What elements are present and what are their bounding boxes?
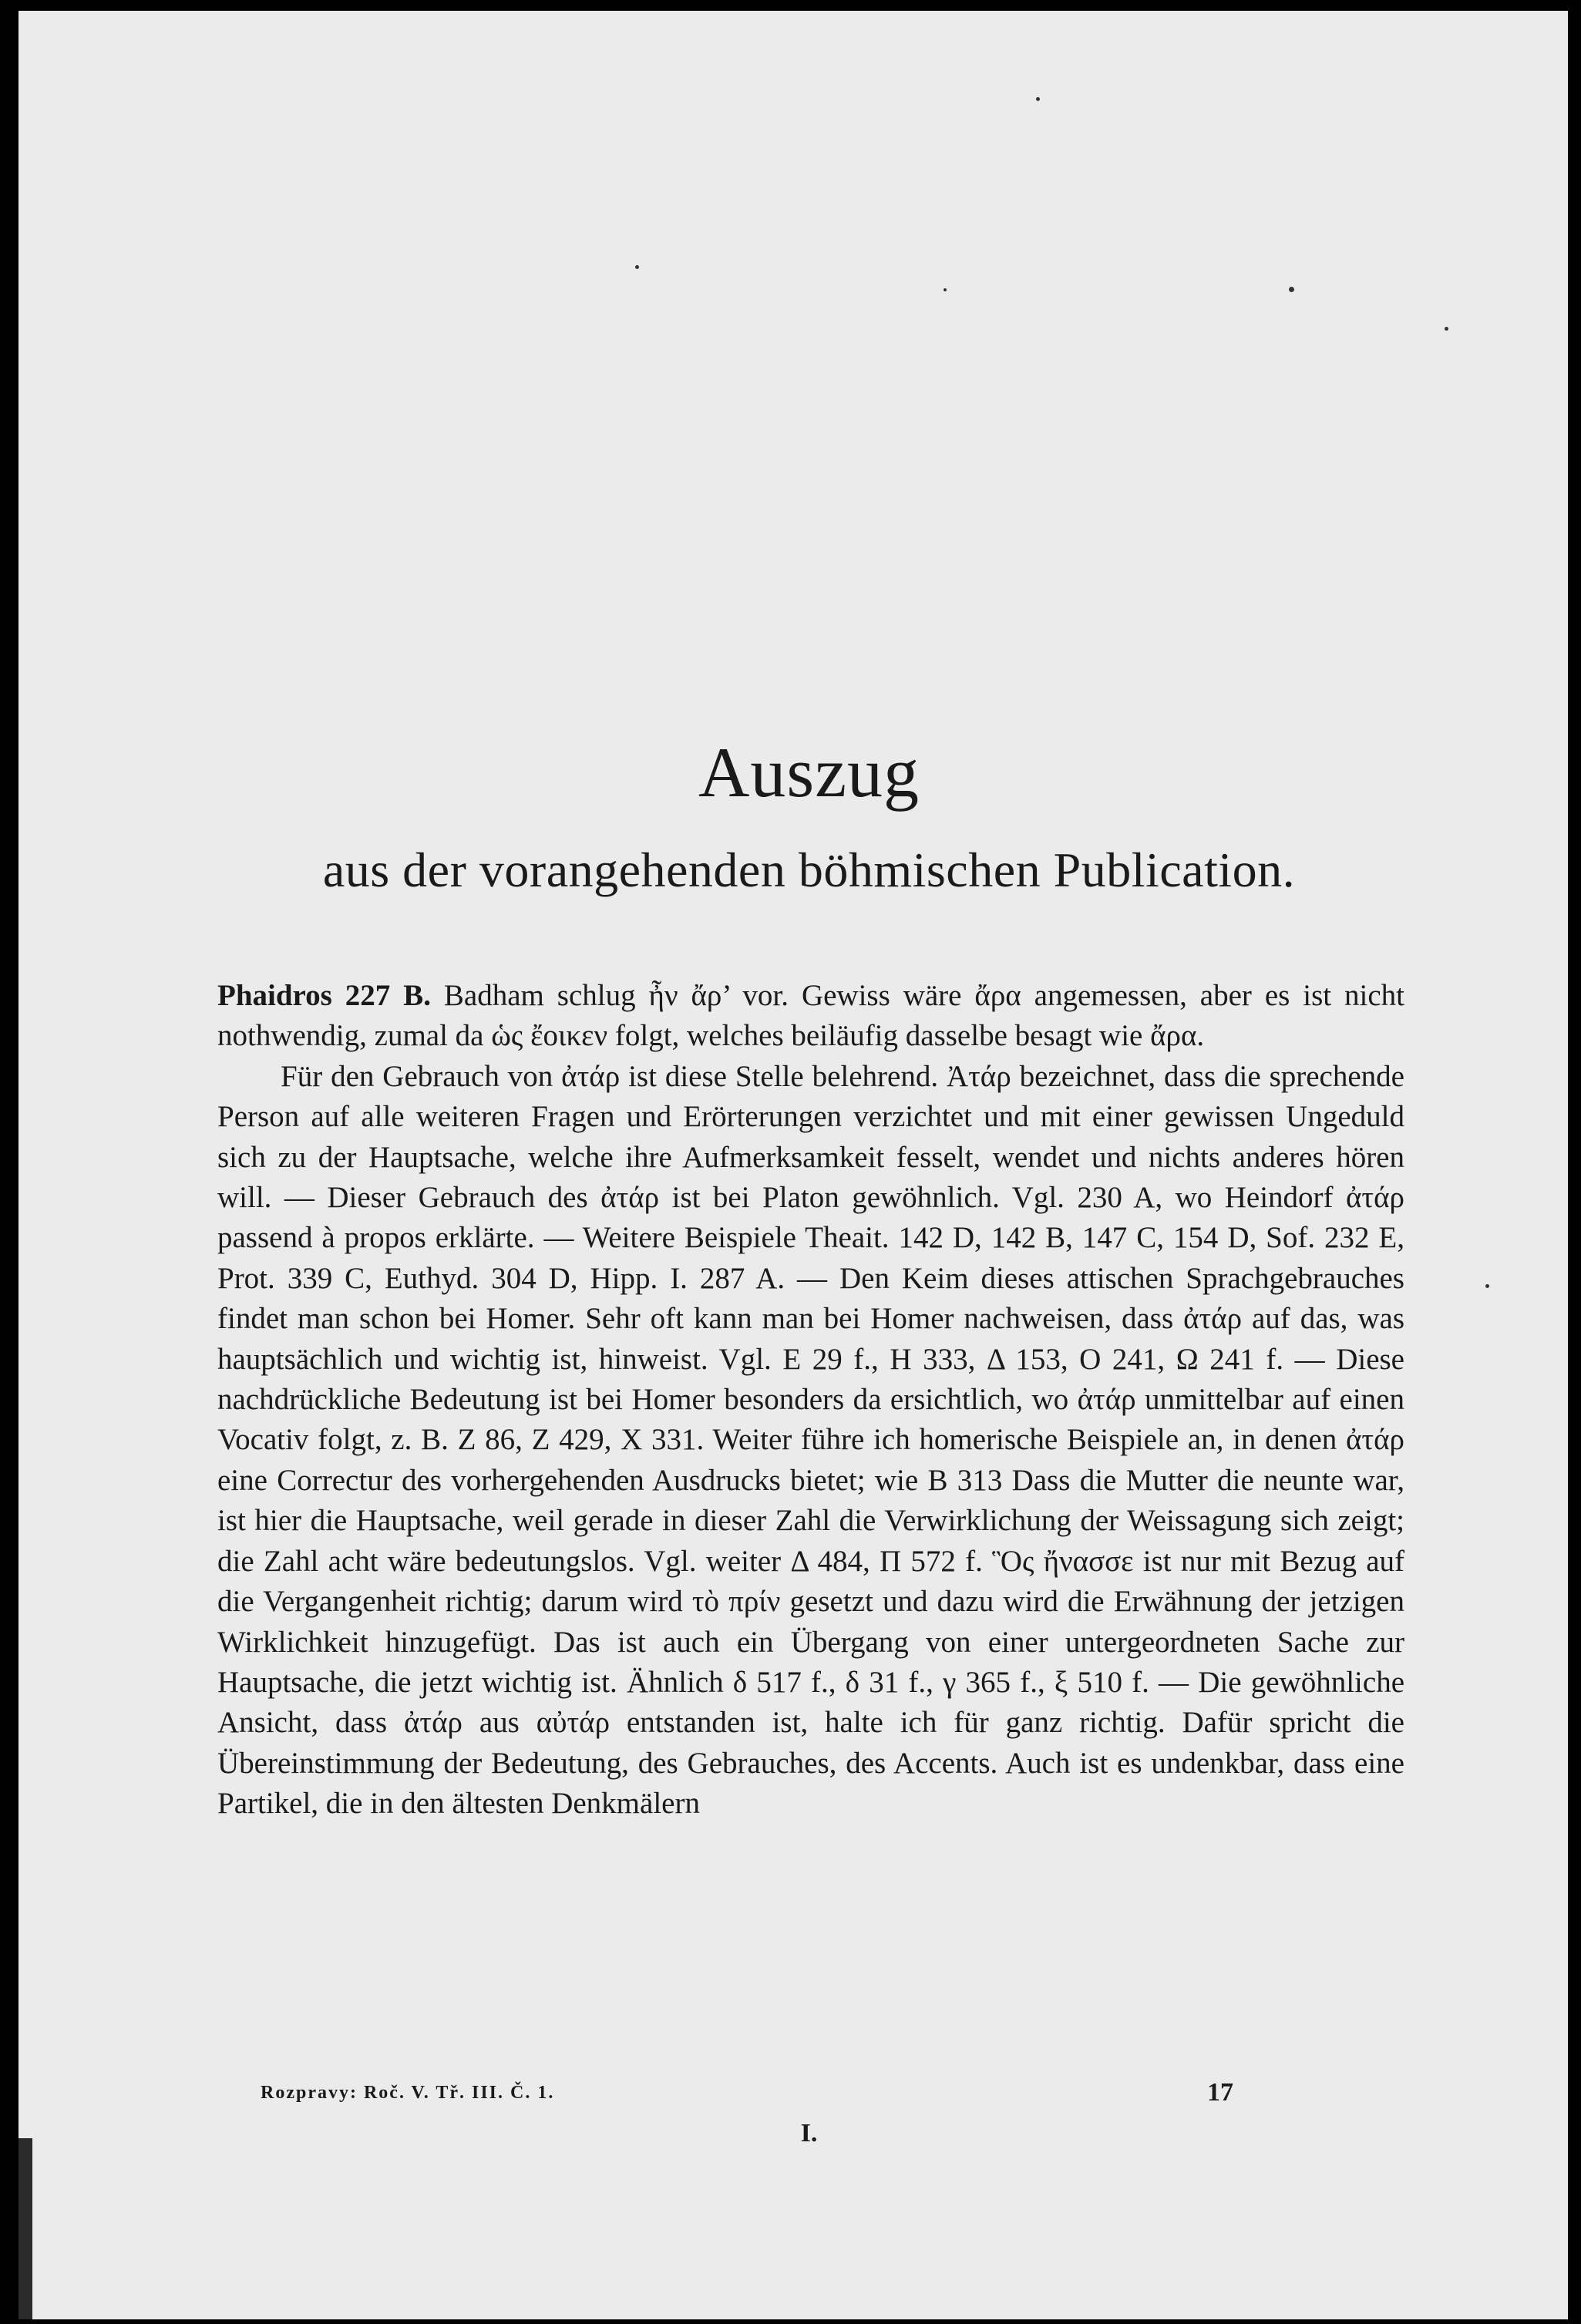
journal-signature: Rozpravy: Roč. V. Tř. III. Č. 1.	[261, 2083, 555, 2103]
page-number: 17	[1207, 2078, 1233, 2107]
scan-speck	[1485, 1284, 1489, 1288]
scanned-page	[19, 11, 1568, 2319]
scan-speck	[944, 288, 947, 291]
scan-speck	[1289, 287, 1294, 292]
scan-speck	[1445, 327, 1448, 331]
page-edge-shadow	[19, 2138, 32, 2319]
paragraph-phaidros	[217, 976, 1404, 1057]
scan-speck	[635, 265, 639, 269]
paragraph-atar: Für den Gebrauch von ἀτάρ ist diese Stelle belehrend. Ἀτάρ bezeichnet, dass die sprechende Person auf alle weiteren Fragen und Erörterungen verzichtet und mit einer gewissen Ungeduld sich zu der Hauptsache, welche ihre Aufmerksamkeit fesselt, wendet und nichts anderes hören will. — Dieser Gebrauch des ἀτάρ ist bei Platon gewöhnlich. Vgl. 230 A, wo Heindorf ἀτάρ passend à propos erklärte. — Weitere Beispiele Theait. 142 D, 142 B, 147 C, 154 D, Sof. 232 E, Prot. 339 C, Euthyd. 304 D, Hipp. I. 287 A. — Den Keim dieses attischen Sprachgebrauches findet man schon bei Homer. Sehr oft kann man bei Homer nachweisen, dass ἀτάρ auf das, was hauptsächlich und wichtig ist, hinweist. Vgl. E 29 f., H 333, Δ 153, O 241, Ω 241 f. — Diese nachdrückliche Bedeutung ist bei Homer besonders da ersichtlich, wo ἀτάρ unmittelbar auf einen Vocativ folgt, z. B. Z 86, Z 429, X 331. Weiter führe ich homerische Beispiele an, in denen ἀτάρ eine Correctur des vorhergehenden Ausdrucks bietet; wie B 313 Dass die Mutter die neunte war, ist hier die Hauptsache, weil gerade in dieser Zahl die Verwirklichung der Weissagung sich zeigt; die Zahl acht wäre bedeutungslos. Vgl. weiter Δ 484, Π 572 f. Ὃς ἤνασσε ist nur mit Bezug auf die Vergangenheit richtig; darum wird τὸ πρίν gesetzt und dazu wird die Erwähnung der jetzigen Wirklichkeit hinzugefügt. Das ist auch ein Übergang von einer untergeordneten Sache zur Hauptsache, die jetzt wichtig ist. Ähnlich δ 517 f., δ 31 f., γ 365 f., ξ 510 f. — Die gewöhnliche Ansicht, dass ἀτάρ aus αὐτάρ entstanden ist, halte ich für ganz richtig. Dafür spricht die Übereinstimmung der Bedeutung, des Gebrauches, des Accents. Auch ist es undenkbar, dass eine Partikel, die in den ältesten Denkmälern	[217, 1059, 1404, 1821]
paragraph-text: Badham schlug ἦν ἄρ’ vor. Gewiss wäre ἄρα angemessen, aber es ist nicht nothwendig, zumal da ὡς ἔοικεν folgt, welches beiläufig dasselbe besagt wie ἄρα.	[217, 979, 1404, 1053]
body-text	[217, 976, 1404, 1825]
scan-speck	[1036, 97, 1040, 101]
page-subtitle: aus der vorangehenden böhmischen Publication.	[322, 842, 1296, 897]
sheet-signature: I.	[800, 2119, 818, 2147]
page-title: Auszug	[698, 733, 920, 812]
passage-reference: Phaidros 227 B.	[217, 979, 431, 1012]
